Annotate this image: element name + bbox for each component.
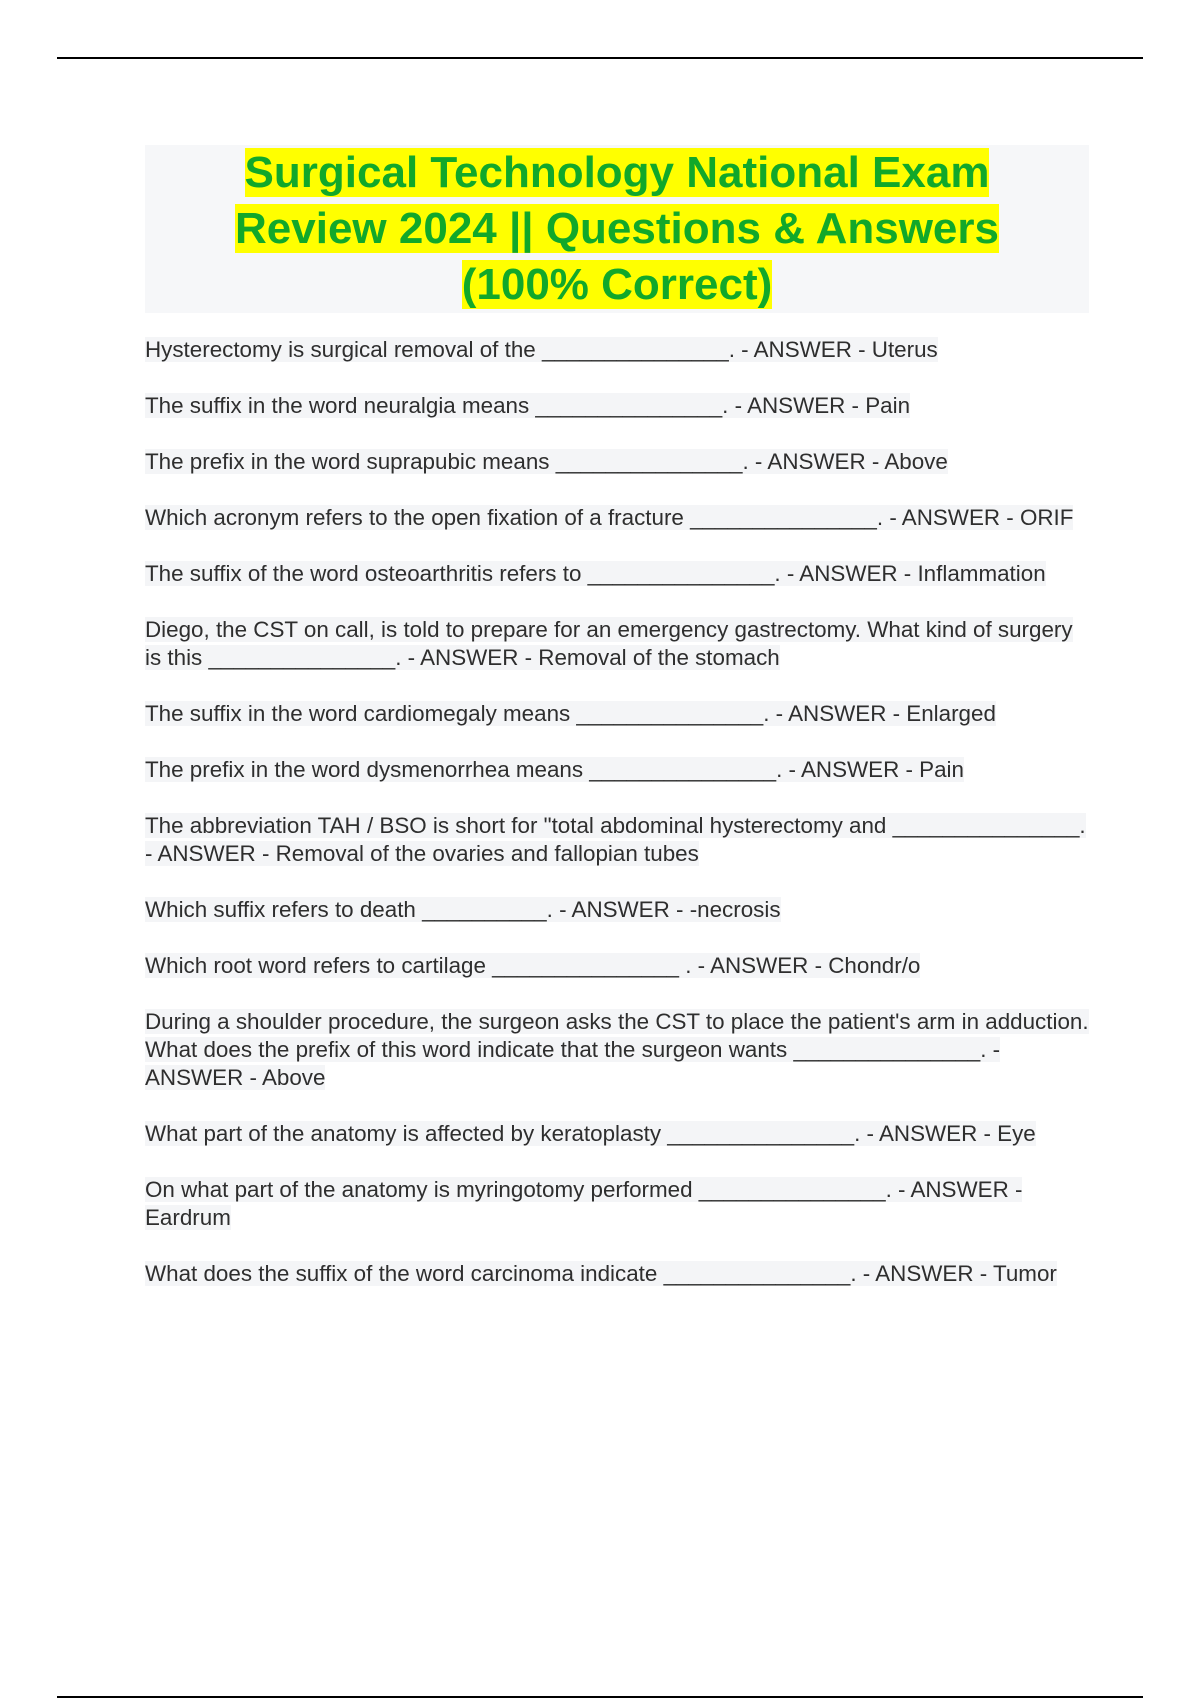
qa-item [145,700,1090,728]
qa-text: What does the suffix of the word carcinoma indicate _______________. - ANSWER - Tumor [145,1261,1057,1286]
qa-item [145,336,1090,364]
qa-text: The suffix of the word osteoarthritis refers to _______________. - ANSWER - Inflammation [145,561,1046,586]
qa-item [145,1120,1090,1148]
qa-item [145,392,1090,420]
qa-text: During a shoulder procedure, the surgeon asks the CST to place the patient's arm in adduction. What does the prefix of this word indicate that the surgeon wants _______________. - ANSWER - Above [145,1009,1089,1090]
qa-text: The abbreviation TAH / BSO is short for "total abdominal hysterectomy and _______________. - ANSWER - Removal of the ovaries and fallopian tubes [145,813,1086,866]
qa-text: On what part of the anatomy is myringotomy performed _______________. - ANSWER - Eardrum [145,1177,1023,1230]
qa-item [145,504,1090,532]
qa-text: Hysterectomy is surgical removal of the _______________. - ANSWER - Uterus [145,337,938,362]
qa-text: The prefix in the word suprapubic means _______________. - ANSWER - Above [145,449,948,474]
title-band [145,145,1089,313]
qa-list [145,336,1090,1316]
qa-text: What part of the anatomy is affected by keratoplasty _______________. - ANSWER - Eye [145,1121,1036,1146]
qa-item [145,616,1090,672]
bottom-rule [57,1696,1143,1698]
qa-item [145,1008,1090,1092]
qa-item [145,1176,1090,1232]
qa-text: The suffix in the word neuralgia means _______________. - ANSWER - Pain [145,393,911,418]
qa-item [145,812,1090,868]
top-rule [57,57,1143,59]
qa-text: Diego, the CST on call, is told to prepare for an emergency gastrectomy. What kind of surgery is this _______________. - ANSWER - Removal of the stomach [145,617,1073,670]
title-wrap [177,145,1057,313]
qa-text: Which root word refers to cartilage _______________ . - ANSWER - Chondr/o [145,953,921,978]
qa-item [145,756,1090,784]
document-title: Surgical Technology National Exam Review 2024 || Questions & Answers (100% Correct) [235,148,999,309]
qa-text: The suffix in the word cardiomegaly means _______________. - ANSWER - Enlarged [145,701,996,726]
qa-item [145,1260,1090,1288]
qa-item [145,896,1090,924]
qa-item [145,448,1090,476]
qa-text: The prefix in the word dysmenorrhea means _______________. - ANSWER - Pain [145,757,964,782]
qa-text: Which suffix refers to death __________. - ANSWER - -necrosis [145,897,781,922]
qa-item [145,560,1090,588]
qa-text: Which acronym refers to the open fixation of a fracture _______________. - ANSWER - ORIF [145,505,1074,530]
qa-item [145,952,1090,980]
